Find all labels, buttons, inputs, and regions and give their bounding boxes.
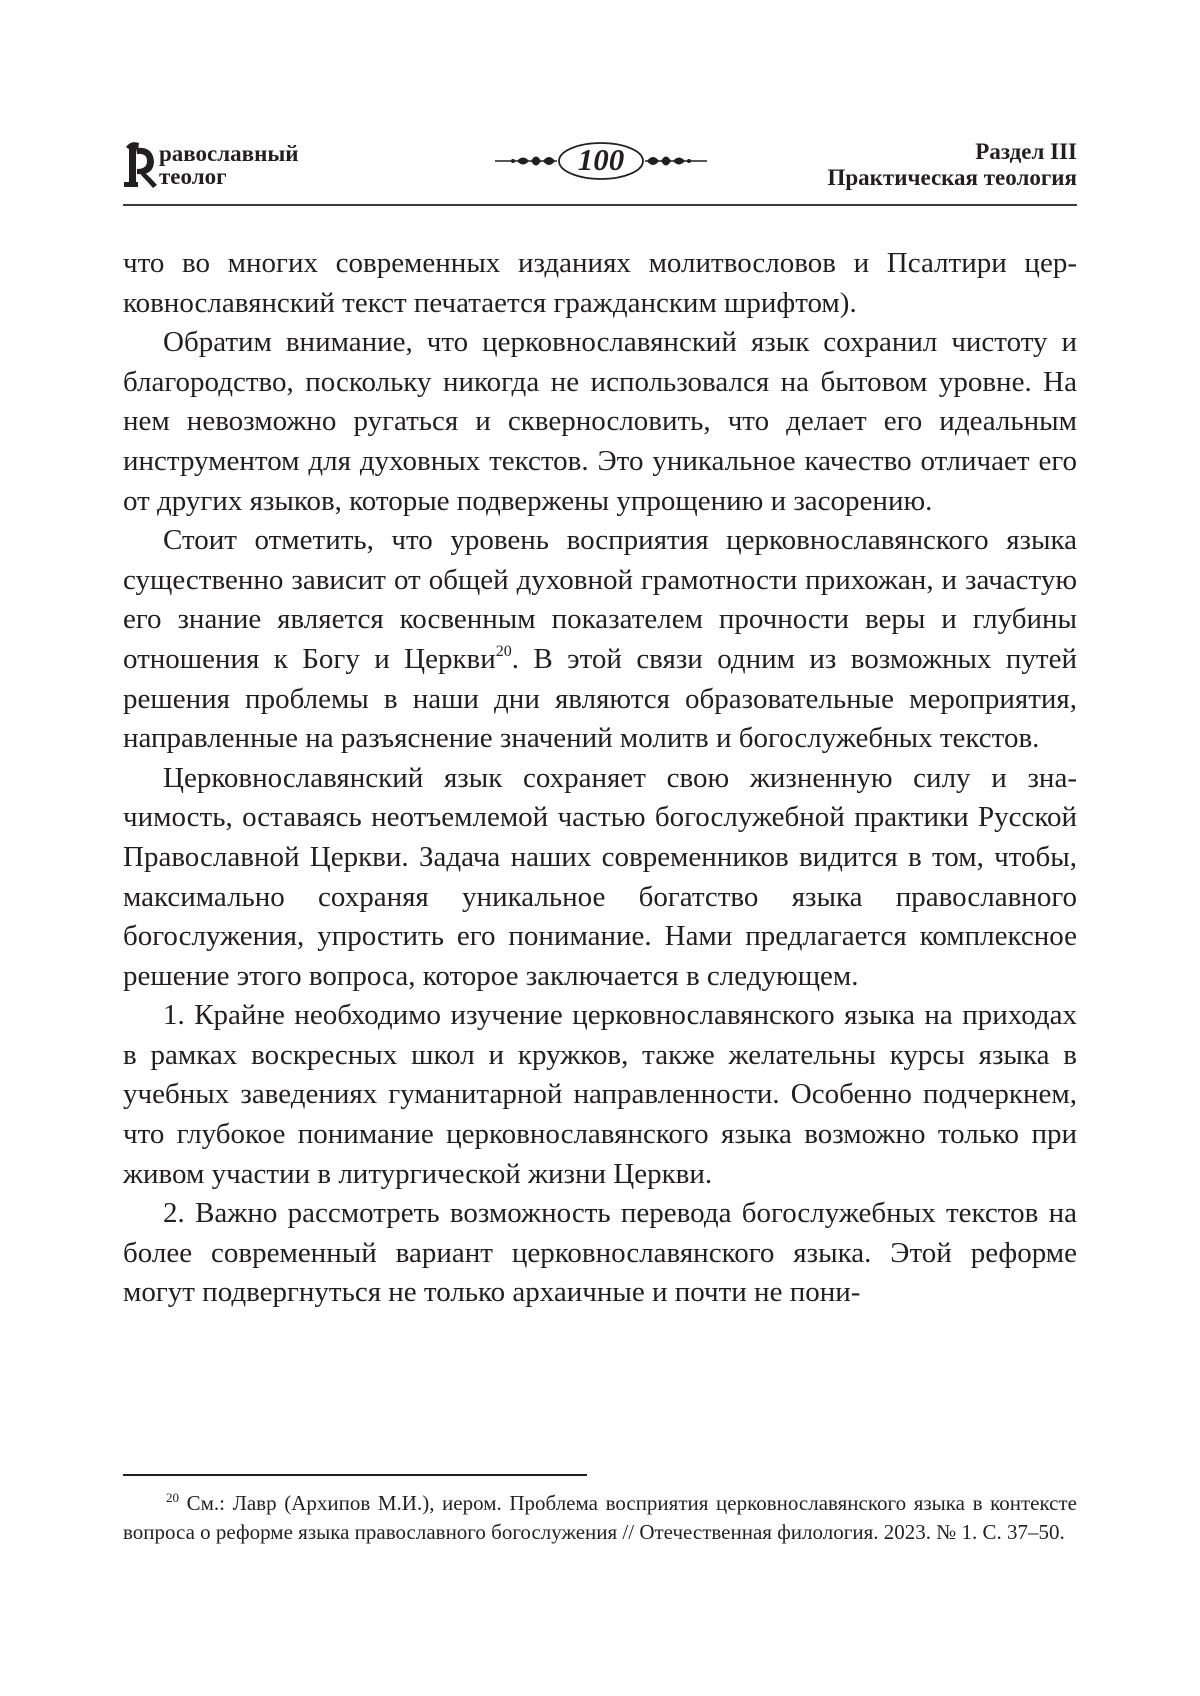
page-number-ornament bbox=[495, 140, 707, 184]
footnote-reference[interactable]: 20 bbox=[495, 642, 512, 660]
section-title: Практическая теология bbox=[827, 165, 1077, 190]
footnote-text: См.: Лавр (Архипов М.И.), иером. Проблема восприятия церковнославянского языка в контексте вопроса о реформе языка православного богослужения // Отечественная филология. 2023. № 1. С. 37–50. bbox=[123, 1491, 1077, 1544]
paragraph: Церковнославянский язык сохраняет свою жизненную силу и значимость, оставаясь неотъемлемой частью богослужебной практики Русской Православной Церкви. Задача наших современников видится в том, чтобы, максимально сохраняя уникальное богатство языка православного богослужения, упростить его понимание. Нами предлагается комплексное решение этого вопроса, которое заключается в следующем. bbox=[123, 761, 1077, 992]
journal-title-line-2: теолог bbox=[159, 164, 227, 189]
paragraph: что во многих современных изданиях молитвословов и Псалтири церковнославянский текст печатается гражданским шрифтом). bbox=[123, 247, 1077, 319]
paragraph: Обратим внимание, что церковнославянский язык сохранил чистоту и благородство, поскольку никогда не использовался на бытовом уровне. На нем невозможно ругаться и сквернословить, что делает его идеальным инструментом для духовных текстов. Это уникальное качество отличает его от других языков, которые подвержены упрощению и засорению. bbox=[123, 326, 1077, 517]
paragraph-text: Стоит отметить, что уровень восприятия церковнославянского языка существенно зависит от общей духовной грамотности прихожан, и зачастую его знание является косвенным показателем прочности веры и глубины отношения к Богу и Церкви bbox=[123, 524, 1077, 675]
main-text bbox=[123, 244, 1077, 1313]
footnote-20 bbox=[123, 1489, 1077, 1547]
footnote-separator bbox=[123, 1474, 587, 1476]
paragraph: 1. Крайне необходимо изучение церковнославянского языка на приходах в рамках воскресных школ и кружков, также желательны курсы языка в учебных заведениях гуманитарной направленности. Особенно подчеркнем, что глубокое понимание церковнославянского языка возможно только при живом участии в литургической жизни Церкви. bbox=[123, 999, 1077, 1190]
section-label: Раздел III bbox=[975, 139, 1077, 164]
journal-title-line-1: равославный bbox=[159, 141, 299, 166]
running-header bbox=[123, 134, 1077, 206]
paragraph: 2. Важно рассмотреть возможность перевода богослужебных текстов на более современный вариант церковнославянского языка. Этой реформе могут подвергнуться не только архаичные и почти не пони- bbox=[123, 1197, 1077, 1309]
section-info bbox=[828, 139, 1078, 191]
page-number: 100 bbox=[577, 142, 625, 177]
footnotes bbox=[123, 1489, 1077, 1547]
ornamental-initial-p-icon bbox=[123, 138, 159, 190]
footnote-number: 20 bbox=[166, 1490, 179, 1505]
paragraph bbox=[123, 521, 1077, 759]
paragraph-text: . В этой связи одним из возможных путей решения проблемы в наши дни являются образовательные мероприятия, направленные на разъяснение значений молитв и богослужебных текстов. bbox=[123, 642, 1077, 755]
